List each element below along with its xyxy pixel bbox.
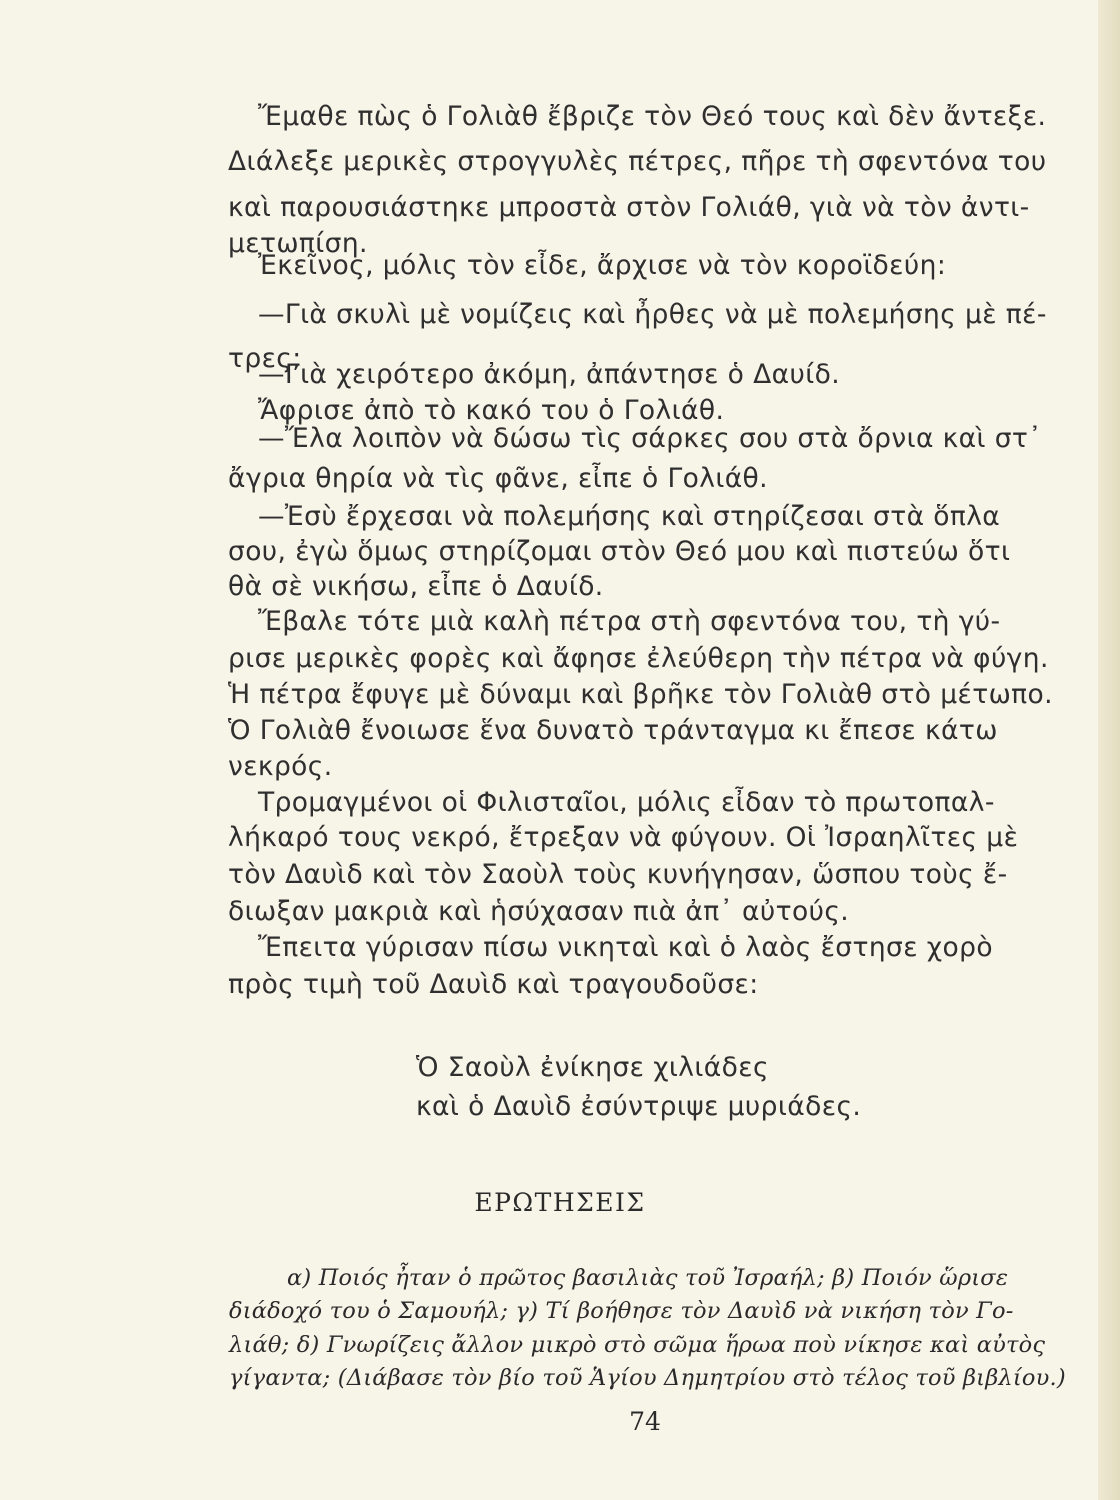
question-line: γίγαντα; (Διάβασε τὸν βίο τοῦ Ἁγίου Δημητρίου στὸ τέλος τοῦ βιβλίου.)	[229, 1365, 1066, 1391]
story-line: Ἐκεῖνος, μόλις τὸν εἶδε, ἄρχισε νὰ τὸν κοροϊδεύη:	[258, 250, 947, 281]
story-line: καὶ παρουσιάστηκε μπροστὰ στὸν Γολιάθ, γιὰ νὰ τὸν ἀντι-	[228, 192, 1030, 223]
story-line: τρες;	[228, 343, 302, 374]
question-line: α) Ποιός ἦταν ὁ πρῶτος βασιλιὰς τοῦ Ἰσραήλ; β) Ποιόν ὥρισε	[287, 1265, 1009, 1291]
verse-line: Ὁ Σαοὺλ ἐνίκησε χιλιάδες	[416, 1052, 769, 1083]
story-line: Ἄφρισε ἀπὸ τὸ κακό του ὁ Γολιάθ.	[258, 395, 725, 426]
story-line: θὰ σὲ νικήσω, εἶπε ὁ Δαυίδ.	[228, 571, 604, 602]
question-line: λιάθ; δ) Γνωρίζεις ἄλλον μικρὸ στὸ σῶμα ἥρωα ποὺ νίκησε καὶ αὐτὸς	[229, 1332, 1046, 1358]
story-line: —Γιὰ χειρότερο ἀκόμη, ἀπάντησε ὁ Δαυίδ.	[258, 359, 841, 390]
story-line: τὸν Δαυὶδ καὶ τὸν Σαοὺλ τοὺς κυνήγησαν, ὥσπου τοὺς ἔ-	[228, 859, 1008, 890]
story-line: Ὁ Γολιὰθ ἔνοιωσε ἕνα δυνατὸ τράνταγμα κι ἔπεσε κάτω	[228, 715, 998, 746]
story-line: νεκρός.	[228, 751, 333, 782]
page-number: 74	[629, 1407, 661, 1436]
page-edge	[1098, 0, 1120, 1500]
story-line: πρὸς τιμὴ τοῦ Δαυὶδ καὶ τραγουδοῦσε:	[228, 969, 759, 1000]
questions-heading: ΕΡΩΤΗΣΕΙΣ	[474, 1188, 646, 1217]
story-line: σου, ἐγὼ ὅμως στηρίζομαι στὸν Θεό μου καὶ πιστεύω ὅτι	[228, 536, 1011, 567]
story-line: ἄγρια θηρία νὰ τὶς φᾶνε, εἶπε ὁ Γολιάθ.	[228, 463, 768, 494]
story-line: Ἔπειτα γύρισαν πίσω νικηταὶ καὶ ὁ λαὸς ἔστησε χορὸ	[258, 932, 993, 963]
question-line: διάδοχό του ὁ Σαμουήλ; γ) Τί βοήθησε τὸν Δαυὶδ νὰ νικήση τὸν Γο-	[229, 1298, 1014, 1324]
verse-line: καὶ ὁ Δαυὶδ ἐσύντριψε μυριάδες.	[416, 1091, 862, 1122]
story-line: Ἡ πέτρα ἔφυγε μὲ δύναμι καὶ βρῆκε τὸν Γολιὰθ στὸ μέτωπο.	[228, 679, 1053, 710]
story-line: Ἔβαλε τότε μιὰ καλὴ πέτρα στὴ σφεντόνα του, τὴ γύ-	[258, 606, 1001, 637]
story-line: Διάλεξε μερικὲς στρογγυλὲς πέτρες, πῆρε τὴ σφεντόνα του	[228, 146, 1047, 177]
story-line: διωξαν μακριὰ καὶ ἡσύχασαν πιὰ ἀπ᾽ αὐτούς.	[228, 896, 850, 927]
story-line: Τρομαγμένοι οἱ Φιλισταῖοι, μόλις εἶδαν τὸ πρωτοπαλ-	[258, 787, 995, 818]
story-line: ρισε μερικὲς φορὲς καὶ ἄφησε ἐλεύθερη τὴν πέτρα νὰ φύγη.	[228, 643, 1049, 674]
story-line: μετωπίση.	[228, 228, 368, 259]
story-line: —Ἔλα λοιπὸν νὰ δώσω τὶς σάρκες σου στὰ ὄρνια καὶ στ᾽	[258, 423, 1042, 454]
story-line: λήκαρό τους νεκρό, ἔτρεξαν νὰ φύγουν. Οἱ Ἰσραηλῖτες μὲ	[228, 822, 1019, 853]
story-line: —Γιὰ σκυλὶ μὲ νομίζεις καὶ ἦρθες νὰ μὲ πολεμήσης μὲ πέ-	[258, 299, 1047, 330]
story-line: Ἔμαθε πὼς ὁ Γολιὰθ ἔβριζε τὸν Θεό τους καὶ δὲν ἄντεξε.	[258, 101, 1047, 132]
story-line: —Ἐσὺ ἔρχεσαι νὰ πολεμήσης καὶ στηρίζεσαι στὰ ὅπλα	[258, 501, 1001, 532]
